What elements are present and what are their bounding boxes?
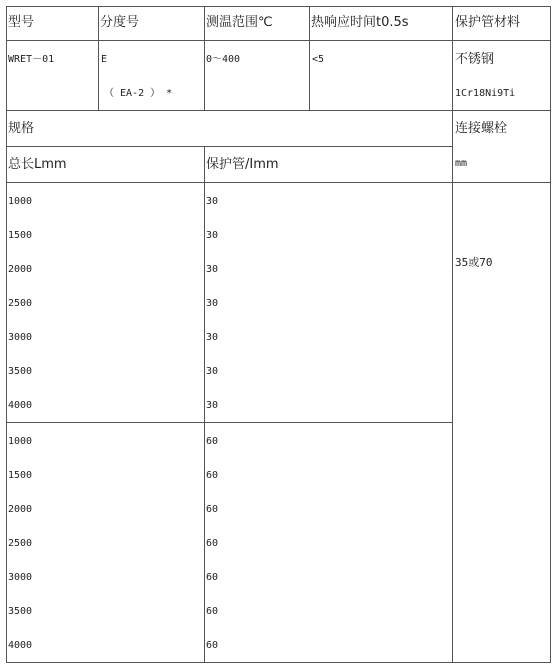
grid-line <box>6 182 551 183</box>
length-cell: 2500 <box>8 298 33 309</box>
graduation-value: E <box>101 54 108 65</box>
range-value: 0～400 <box>206 54 241 65</box>
length-header: 总长Lmm <box>8 157 67 172</box>
length-cell: 1000 <box>8 196 33 207</box>
length-cell: 4000 <box>8 640 33 651</box>
graduation-subvalue: （ EA-2 ） * <box>104 88 173 99</box>
grid-line <box>550 6 551 663</box>
bolt-unit: mm <box>455 158 468 169</box>
tube-cell: 30 <box>206 264 219 275</box>
model-value: WRET－01 <box>8 54 55 65</box>
grid-line <box>6 662 551 663</box>
tube-cell: 30 <box>206 400 219 411</box>
tube-cell: 60 <box>206 572 219 583</box>
grid-line <box>6 146 453 147</box>
tube-cell: 60 <box>206 470 219 481</box>
header-model: 型号 <box>8 15 35 30</box>
grid-line <box>6 110 551 111</box>
grid-line <box>204 146 205 663</box>
tube-cell: 30 <box>206 366 219 377</box>
length-cell: 1500 <box>8 470 33 481</box>
spec-label: 规格 <box>8 121 35 136</box>
grid-line <box>452 6 453 663</box>
tube-cell: 60 <box>206 640 219 651</box>
tube-cell: 60 <box>206 436 219 447</box>
tube-cell: 60 <box>206 538 219 549</box>
grid-line <box>309 6 310 111</box>
header-range: 测温范围℃ <box>206 15 273 30</box>
bolt-value: 35或70 <box>455 256 493 269</box>
bolt-label: 连接螺栓 <box>455 121 508 136</box>
grid-line <box>6 6 551 7</box>
length-cell: 2000 <box>8 504 33 515</box>
grid-line <box>6 40 551 41</box>
grid-line <box>6 6 7 663</box>
grid-line <box>6 422 453 423</box>
tube-cell: 30 <box>206 298 219 309</box>
length-cell: 3000 <box>8 572 33 583</box>
tube-cell: 30 <box>206 196 219 207</box>
length-cell: 3500 <box>8 366 33 377</box>
header-graduation: 分度号 <box>100 15 140 30</box>
tube-cell: 30 <box>206 332 219 343</box>
response-value: <5 <box>312 54 325 65</box>
length-cell: 1500 <box>8 230 33 241</box>
length-cell: 2000 <box>8 264 33 275</box>
tube-cell: 30 <box>206 230 219 241</box>
header-response: 热响应时间t0.5s <box>311 15 409 30</box>
tube-header: 保护管/Imm <box>206 157 279 172</box>
length-cell: 3500 <box>8 606 33 617</box>
length-cell: 4000 <box>8 400 33 411</box>
length-cell: 2500 <box>8 538 33 549</box>
tube-cell: 60 <box>206 606 219 617</box>
grid-line <box>98 6 99 111</box>
length-cell: 1000 <box>8 436 33 447</box>
material-value: 不锈钢 <box>455 52 495 67</box>
length-cell: 3000 <box>8 332 33 343</box>
material-grade: 1Cr18Ni9Ti <box>455 88 516 99</box>
grid-line <box>204 6 205 111</box>
tube-cell: 60 <box>206 504 219 515</box>
header-material: 保护管材料 <box>455 15 521 30</box>
